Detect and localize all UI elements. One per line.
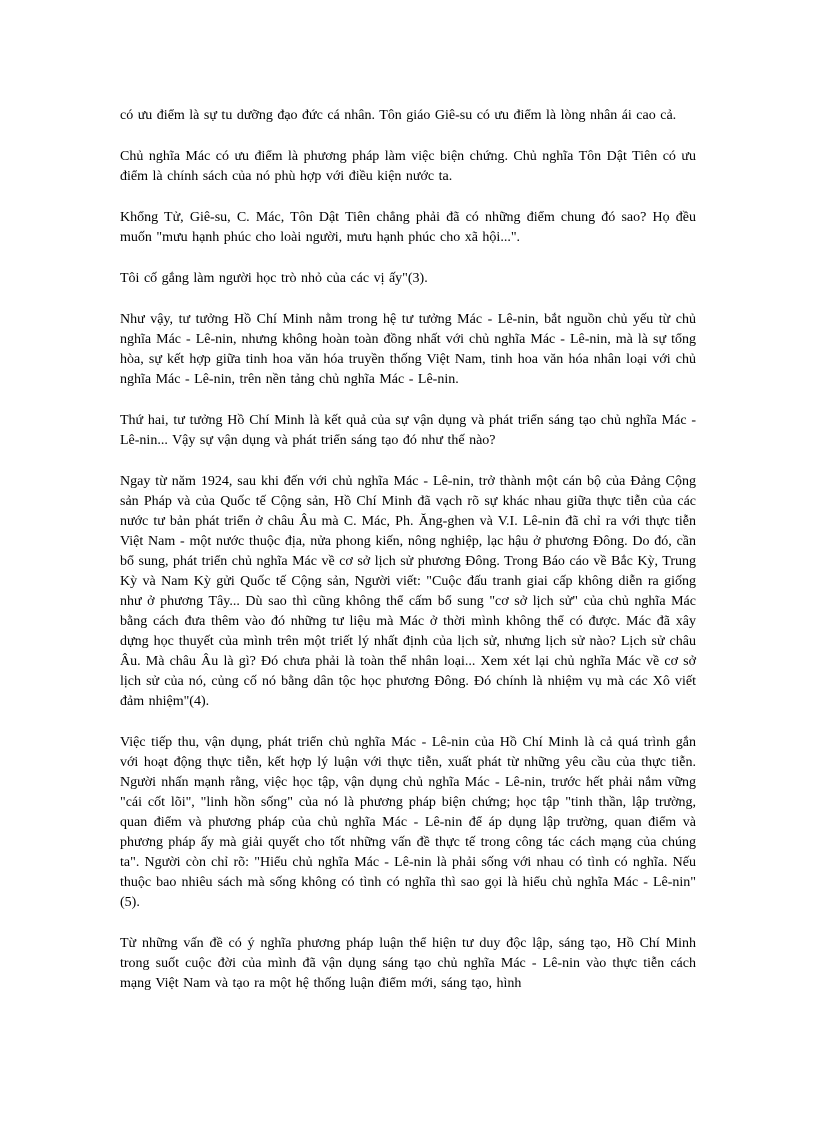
paragraph: Việc tiếp thu, vận dụng, phát triển chủ nghĩa Mác - Lê-nin của Hồ Chí Minh là cả quá trình gắn với hoạt động thực tiễn, kết hợp lý luận với thực tiễn, xuất phát từ những yêu cầu của thực tiễn. Người nhấn mạnh rằng, việc học tập, vận dụng chủ nghĩa Mác - Lê-nin, trước hết phải nắm vững "cái cốt lõi", "linh hồn sống" của nó là phương pháp biện chứng; học tập "tinh thần, lập trường, quan điểm và phương pháp của chủ nghĩa Mác - Lê-nin để áp dụng lập trường, quan điểm và phương pháp ấy mà giải quyết cho tốt những vấn đề thực tế trong công tác cách mạng của chúng ta". Người còn chỉ rõ: "Hiểu chủ nghĩa Mác - Lê-nin là phải sống với nhau có tình có nghĩa. Nếu thuộc bao nhiêu sách mà sống không có tình có nghĩa thì sao gọi là hiểu chủ nghĩa Mác - Lê-nin"(5). — [120, 735, 696, 910]
paragraph: Chủ nghĩa Mác có ưu điểm là phương pháp làm việc biện chứng. Chủ nghĩa Tôn Dật Tiên có ưu điểm là chính sách của nó phù hợp với điều kiện nước ta. — [120, 149, 696, 184]
paragraph: Thứ hai, tư tưởng Hồ Chí Minh là kết quả của sự vận dụng và phát triển sáng tạo chủ nghĩa Mác - Lê-nin... Vậy sự vận dụng và phát triển sáng tạo đó như thế nào? — [120, 413, 696, 448]
paragraph: Như vậy, tư tưởng Hồ Chí Minh nằm trong hệ tư tưởng Mác - Lê-nin, bắt nguồn chủ yếu từ chủ nghĩa Mác - Lê-nin, nhưng không hoàn toàn đồng nhất với chủ nghĩa Mác - Lê-nin, mà là sự tổng hòa, sự kết hợp giữa tinh hoa văn hóa truyền thống Việt Nam, tinh hoa văn hóa nhân loại với chủ nghĩa Mác - Lê-nin, trên nền tảng chủ nghĩa Mác - Lê-nin. — [120, 312, 696, 387]
paragraph: có ưu điểm là sự tu dưỡng đạo đức cá nhân. Tôn giáo Giê-su có ưu điểm là lòng nhân ái cao cả. — [120, 108, 677, 123]
paragraph: Ngay từ năm 1924, sau khi đến với chủ nghĩa Mác - Lê-nin, trở thành một cán bộ của Đảng Cộng sản Pháp và của Quốc tế Cộng sản, Hồ Chí Minh đã vạch rõ sự khác nhau giữa thực tiễn của các nước tư bản phát triển ở châu Âu mà C. Mác, Ph. Ăng-ghen và V.I. Lê-nin đã chỉ ra với thực tiễn Việt Nam - một nước thuộc địa, nửa phong kiến, nông nghiệp, lạc hậu ở phương Đông. Do đó, cần bổ sung, phát triển chủ nghĩa Mác về cơ sở lịch sử phương Đông. Trong Báo cáo về Bắc Kỳ, Trung Kỳ và Nam Kỳ gửi Quốc tế Cộng sản, Người viết: "Cuộc đấu tranh giai cấp không diễn ra giống như ở phương Tây... Dù sao thì cũng không thể cấm bổ sung "cơ sở lịch sử" của chủ nghĩa Mác bằng cách đưa thêm vào đó những tư liệu mà Mác ở thời mình không thể có được. Mác đã xây dựng học thuyết của mình trên một triết lý nhất định của lịch sử, nhưng lịch sử nào? Lịch sử châu Âu. Mà châu Âu là gì? Đó chưa phải là toàn thể nhân loại... Xem xét lại chủ nghĩa Mác về cơ sở lịch sử của nó, củng cố nó bằng dân tộc học phương Đông. Đó chính là nhiệm vụ mà các Xô viết đảm nhiệm"(4). — [120, 474, 696, 709]
document-page — [120, 106, 696, 1015]
paragraph: Từ những vấn đề có ý nghĩa phương pháp luận thể hiện tư duy độc lập, sáng tạo, Hồ Chí Minh trong suốt cuộc đời của mình đã vận dụng sáng tạo chủ nghĩa Mác - Lê-nin vào thực tiễn cách mạng Việt Nam và tạo ra một hệ thống luận điểm mới, sáng tạo, hình — [120, 936, 696, 991]
paragraph: Khổng Tử, Giê-su, C. Mác, Tôn Dật Tiên chẳng phải đã có những điểm chung đó sao? Họ đều muốn "mưu hạnh phúc cho loài người, mưu hạnh phúc cho xã hội...". — [120, 210, 696, 245]
paragraph: Tôi cố gắng làm người học trò nhỏ của các vị ấy"(3). — [120, 271, 428, 286]
